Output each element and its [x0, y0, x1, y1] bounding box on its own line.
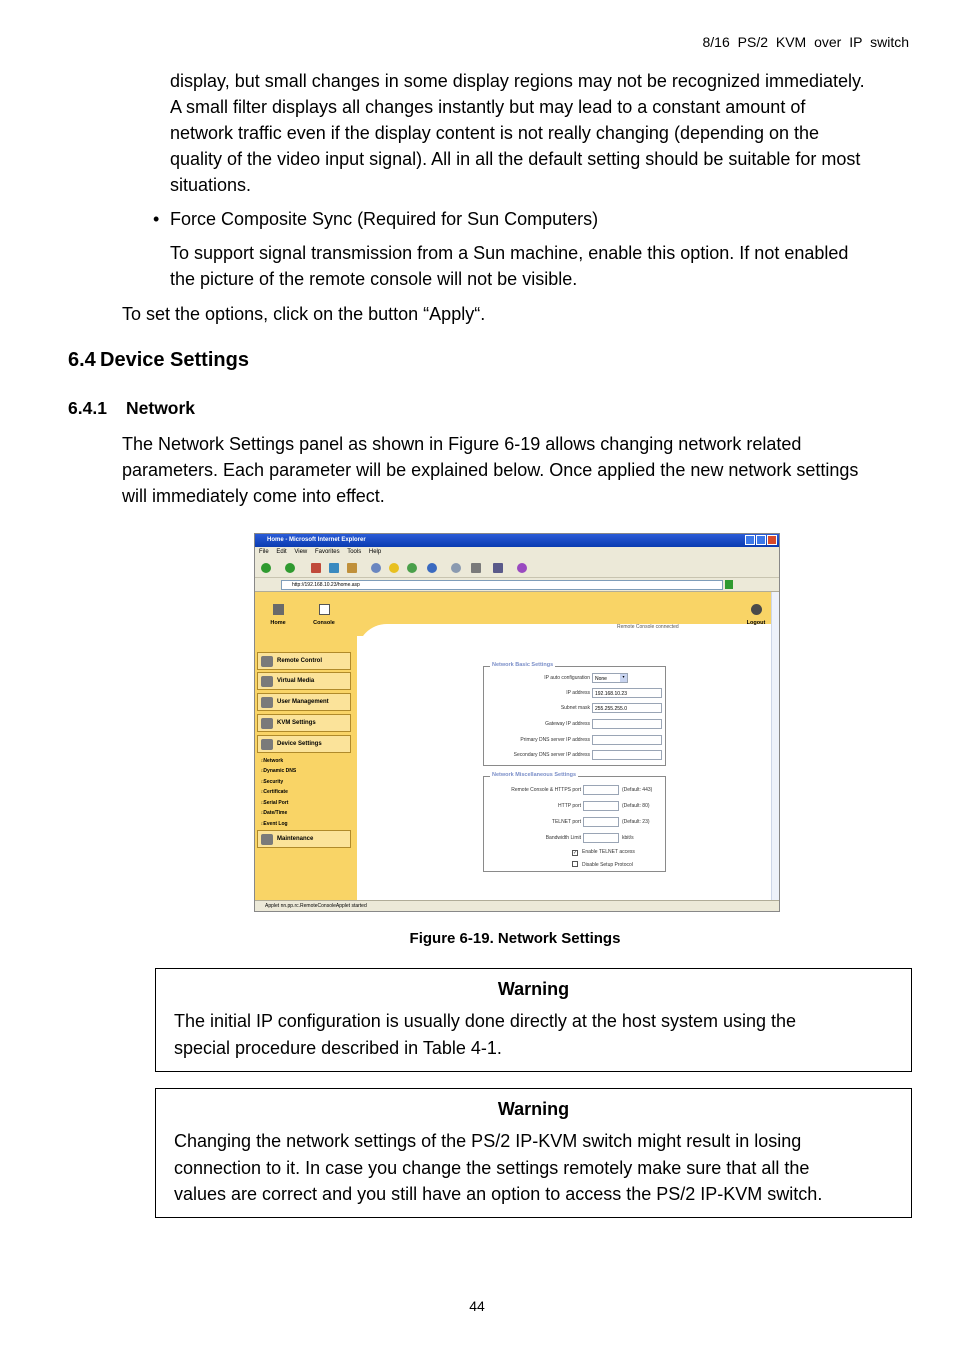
stop-icon[interactable] [311, 563, 321, 573]
menu-user-management[interactable] [257, 693, 351, 711]
basic-row-label: Gateway IP address [545, 721, 590, 727]
virtual-media-icon [261, 676, 273, 687]
misc-row-label: TELNET port [551, 819, 581, 825]
https-port-input[interactable] [583, 785, 619, 795]
checkbox-box: ✓ [573, 850, 578, 856]
go-icon[interactable] [725, 580, 733, 589]
misc-row-label: Remote Console & HTTPS port [511, 787, 581, 793]
basic-settings-legend: Network Basic Settings [492, 662, 554, 668]
text-line: network traffic even if the display content is not really changing (depending on the [170, 123, 820, 143]
checkbox-label: Disable Setup Protocol [582, 862, 633, 868]
warning-title: Warning [497, 1099, 570, 1119]
submenu-date-time[interactable]: □ Date/Time [261, 810, 287, 816]
logout-icon [751, 604, 762, 615]
warning-box-2 [155, 1088, 912, 1218]
gateway-input[interactable] [592, 719, 662, 729]
search-icon[interactable] [371, 563, 381, 573]
text-line: special procedure described in Table 4-1. [174, 1037, 502, 1058]
primary-dns-input[interactable] [592, 735, 662, 745]
vertical-scrollbar[interactable] [771, 592, 779, 900]
text-line: parameters. Each parameter will be explained below. Once applied the new network settings [122, 460, 859, 480]
media-icon[interactable] [407, 563, 417, 573]
checkbox-label: Enable TELNET access [582, 849, 635, 855]
submenu-security[interactable]: □ Security [261, 779, 283, 785]
home-icon[interactable] [347, 563, 357, 573]
default-hint: (Default: 80) [622, 803, 650, 809]
device-settings-icon [261, 739, 273, 750]
back-icon[interactable] [261, 563, 271, 573]
misc-row-label: HTTP port [558, 803, 581, 809]
text-line: values are correct and you still have an option to access the PS/2 IP-KVM switch. [174, 1184, 823, 1204]
section-title: Device Settings [100, 349, 249, 371]
default-hint: (Default: 23) [622, 819, 650, 825]
menu-label: Remote Control [277, 658, 322, 664]
browser-status-bar: Applet nn.pp.rc.RemoteConsoleApplet started [255, 900, 779, 911]
home-nav-icon [273, 604, 284, 615]
refresh-icon[interactable] [329, 563, 339, 573]
basic-settings-fieldset [483, 662, 666, 766]
basic-row-label: Primary DNS server IP address [520, 737, 590, 743]
menu-virtual-media[interactable] [257, 672, 351, 690]
text-line: To support signal transmission from a Sun machine, enable this option. If not enabled [170, 243, 849, 263]
user-management-icon [261, 697, 273, 708]
telnet-port-input[interactable] [583, 817, 619, 827]
text-line: quality of the video input signal). All in all the default setting should be suitable for most [170, 149, 861, 169]
text-line: The initial IP configuration is usually done directly at the host system using the [174, 1011, 797, 1031]
nav-home-label: Home [270, 620, 286, 626]
mail-icon[interactable] [451, 563, 461, 573]
text-line: will immediately come into effect. [122, 486, 385, 506]
text-line: the picture of the remote console will not be visible. [170, 269, 578, 289]
text-line: The Network Settings panel as shown in Figure 6-19 allows changing network related [122, 434, 802, 454]
window-title: Home - Microsoft Internet Explorer [267, 537, 366, 543]
menu-tools[interactable]: Tools [347, 549, 362, 555]
misc-settings-legend: Network Miscellaneous Settings [492, 772, 577, 778]
console-nav-icon [319, 604, 330, 615]
nav-logout[interactable] [741, 604, 771, 626]
secondary-dns-input[interactable] [592, 750, 662, 760]
network-settings-screenshot [254, 533, 780, 912]
basic-row-label: IP address [566, 690, 590, 696]
default-hint: (Default: 443) [622, 787, 653, 793]
close-icon[interactable] [767, 535, 777, 545]
network-paragraph [122, 431, 910, 509]
basic-row-label: Subnet mask [560, 705, 590, 711]
bandwidth-limit-input[interactable] [583, 833, 619, 843]
forward-icon[interactable] [285, 563, 295, 573]
submenu-certificate[interactable]: □ Certificate [261, 789, 288, 795]
menu-file[interactable]: File [259, 549, 269, 555]
bullet-title: Force Composite Sync (Required for Sun Computers) [170, 209, 599, 229]
menu-view[interactable]: View [294, 549, 308, 555]
menu-label: Virtual Media [277, 678, 315, 684]
http-port-input[interactable] [583, 801, 619, 811]
text-line: Changing the network settings of the PS/2 IP-KVM switch might result in losing [174, 1131, 802, 1151]
subsection-number: 6.4.1 [68, 398, 107, 418]
nav-console-label: Console [313, 620, 335, 626]
misc-row-label: Bandwidth Limit [545, 835, 581, 841]
submenu-dynamic-dns[interactable]: □ Dynamic DNS [261, 768, 296, 774]
text-line: display, but small changes in some display regions may not be recognized immediately. [170, 71, 865, 91]
browser-menu-bar [255, 547, 779, 558]
menu-label: KVM Settings [277, 720, 316, 726]
menu-label: Maintenance [277, 836, 314, 842]
chevron-down-icon: ▾ [620, 674, 627, 682]
menu-maintenance[interactable] [257, 830, 351, 848]
section-number: 6.4 [68, 349, 96, 371]
menu-device-settings[interactable] [257, 735, 351, 753]
unit-hint: kbit/s [622, 835, 634, 841]
basic-row-label: IP auto configuration [544, 675, 590, 681]
page-number: 44 [469, 1298, 485, 1314]
nav-console[interactable] [309, 604, 339, 626]
bullet-body [170, 240, 910, 292]
misc-settings-fieldset [483, 772, 666, 872]
apply-note: To set the options, click on the button “Apply“. [122, 304, 486, 324]
subsection-title: Network [126, 398, 196, 418]
content-curve [357, 624, 771, 664]
warning-title: Warning [497, 979, 570, 999]
address-input[interactable]: http://192.168.10.23/home.asp [281, 580, 723, 590]
menu-label: User Management [277, 699, 329, 705]
messenger-icon[interactable] [517, 563, 527, 573]
text-line: A small filter displays all changes instantly but may lead to a constant amount of [170, 97, 806, 117]
maximize-icon[interactable] [756, 535, 766, 545]
warning-box-1 [155, 968, 912, 1072]
nav-logout-label: Logout [746, 620, 766, 626]
remote-control-icon [261, 656, 273, 667]
kvm-settings-icon [261, 718, 273, 729]
favorites-icon[interactable] [389, 563, 399, 573]
edit-icon[interactable] [493, 563, 503, 573]
submenu-serial-port[interactable]: □ Serial Port [261, 800, 288, 806]
checkbox-box [572, 861, 578, 867]
minimize-icon[interactable] [745, 535, 755, 545]
basic-row-label: Secondary DNS server IP address [513, 752, 590, 758]
menu-edit[interactable]: Edit [276, 549, 287, 555]
figure-caption: Figure 6-19. Network Settings [409, 930, 621, 947]
nav-home[interactable] [263, 604, 293, 626]
enable-telnet-checkbox[interactable] [572, 849, 635, 856]
warning-body [174, 1128, 893, 1208]
disable-setup-protocol-checkbox[interactable] [572, 861, 633, 868]
warning-body [174, 1008, 893, 1061]
print-icon[interactable] [471, 563, 481, 573]
history-icon[interactable] [427, 563, 437, 573]
ip-address-input[interactable]: 192.168.10.23 [592, 688, 662, 698]
running-header: 8/16 PS/2 KVM over IP switch [702, 34, 909, 50]
submenu-event-log[interactable]: □ Event Log [261, 821, 288, 827]
ip-auto-config-select[interactable] [592, 673, 628, 683]
subnet-mask-input[interactable]: 255.255.255.0 [592, 703, 662, 713]
menu-remote-control[interactable] [257, 652, 351, 670]
window-controls [744, 535, 777, 547]
menu-help[interactable]: Help [368, 549, 382, 555]
submenu-network[interactable]: □ Network [261, 758, 283, 764]
browser-toolbar [255, 558, 779, 578]
window-title-bar [255, 534, 779, 547]
bullet-marker: • [153, 209, 160, 229]
text-line: connection to it. In case you change the settings remotely make sure that all the [174, 1157, 810, 1178]
menu-kvm-settings[interactable] [257, 714, 351, 732]
menu-favorites[interactable]: Favorites [314, 549, 340, 555]
intro-paragraph [170, 68, 910, 198]
address-bar [255, 578, 779, 592]
text-line: situations. [170, 175, 252, 195]
menu-label: Device Settings [277, 741, 322, 747]
select-value: None [595, 676, 607, 682]
remote-console-status: Remote Console connected [617, 624, 679, 630]
maintenance-icon [261, 834, 273, 845]
web-page [255, 592, 771, 900]
